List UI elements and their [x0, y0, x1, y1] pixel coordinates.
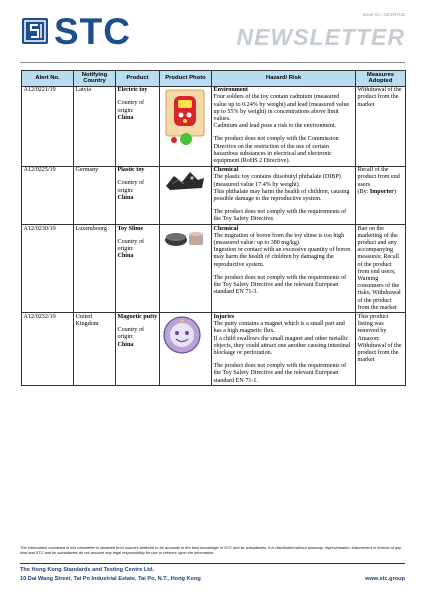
origin-label: Country of origin:	[117, 180, 145, 194]
hazard-description: The plastic toy contains diisobutyl phthalate (DIBP) (measured value 17.4% by weight).	[213, 174, 341, 188]
col-notifying-country: Notifying Country	[74, 71, 116, 87]
origin-country: China	[117, 114, 134, 121]
origin-label: Country of origin:	[117, 100, 145, 114]
issue-number: Issue no.: 04/19/TCB	[362, 12, 405, 17]
hazard-risk: If a child swallows the small magnet and other metallic objects, they could attract one another causing intestinal blockage or perforation.	[213, 335, 351, 356]
alert-no: A12/0221/19	[22, 86, 74, 166]
page-header	[0, 0, 425, 64]
hazard-risk: Ingestion or contact with an excessive quantity of boron may harm the health of children by damaging the reproductive system.	[213, 247, 351, 268]
notifying-country: Luxembourg	[74, 225, 116, 313]
product-photo-cell	[160, 313, 212, 386]
measures-text: Ban on the marketing of the product and any accompanying measures; Recall of the product from end users; Warning consumers of the risks; Withdrawal of the product from the market	[357, 225, 401, 311]
col-hazard-risk: Hazard/ Risk	[212, 71, 356, 87]
product-cell	[116, 86, 160, 166]
hazard-risk: This phthalate may harm the health of children, causing possible damage to the reproductive system.	[213, 188, 350, 202]
table-row	[22, 166, 406, 224]
toy-slime-photo-icon	[162, 227, 210, 252]
product-cell	[116, 313, 160, 386]
brand-name: STC	[54, 11, 131, 52]
table-row	[22, 86, 406, 166]
hazard-description: The putty contains a magnet which is a small part and has a high magnetic flux.	[213, 321, 345, 335]
disclaimer-text: The information contained in this newsletter is obtained from sources believed to be accurate to the best knowledge of STC and its subsidiaries. It is distributed without warranty, representation, inducement or license of any kind and STC and its subsidiaries do not assume any legal responsibility for use or reliance upon the information.	[20, 545, 402, 555]
alert-no: A12/0230/19	[22, 225, 74, 313]
alert-no: A12/0225/19	[22, 166, 74, 224]
company-address: 10 Dai Wang Street, Tai Po Industrial Estate, Tai Po, N.T., Hong Kong	[20, 576, 201, 582]
hazard-compliance: The product does not comply with the requirements of the Toy Safety Directive.	[213, 209, 347, 223]
product-cell	[116, 166, 160, 224]
product-name: Toy Slime	[117, 225, 144, 232]
hazard-title: Chemical	[213, 225, 239, 232]
measures-by: (By: Importer)	[357, 188, 396, 195]
product-photo-cell	[160, 225, 212, 313]
origin-country: China	[117, 253, 134, 260]
alert-no: A12/0232/19	[22, 313, 74, 386]
hazard-description: The migration of boron from the toy slime is too high (measured value: up to 380 mg/kg).	[213, 232, 345, 246]
col-alert-no: Alert No.	[22, 71, 74, 87]
plastic-toy-photo-icon	[162, 168, 210, 197]
origin-country: China	[117, 341, 134, 348]
hazard-compliance: The product does not comply with the requirements of the Toy Safety Directive and the relevant European standard EN 71-1.	[213, 363, 347, 384]
hazard-cell	[212, 166, 356, 224]
website-link[interactable]: www.stc.group	[365, 576, 405, 582]
col-measures-adopted: Measures Adopted	[356, 71, 406, 87]
hazard-compliance: The product does not comply with the Commission Directive on the restriction of the use of certain hazardous substances in electrical and electronic equipment (RoHS 2 Directive).	[213, 136, 339, 164]
stc-logo-icon	[22, 18, 48, 44]
hazard-cell	[212, 225, 356, 313]
notifying-country: United Kingdom	[74, 313, 116, 386]
notifying-country: Latvia	[74, 86, 116, 166]
hazard-cell	[212, 86, 356, 166]
table-row	[22, 225, 406, 313]
product-cell	[116, 225, 160, 313]
table-header-row	[22, 71, 406, 87]
hazard-compliance: The product does not comply with the requirements of the Toy Safety Directive and the relevant European standard EN 71-3.	[213, 274, 347, 296]
newsletter-title: NEWSLETTER	[236, 24, 405, 50]
alerts-table	[21, 70, 406, 386]
notifying-country: Germany	[74, 166, 116, 224]
measures-text: Recall of the product from end users	[357, 167, 400, 188]
hazard-title: Environment	[213, 87, 248, 94]
measures-cell	[356, 86, 406, 166]
product-photo-cell	[160, 166, 212, 224]
header-divider	[20, 62, 405, 63]
electric-toy-photo-icon	[162, 88, 210, 149]
origin-country: China	[117, 194, 134, 201]
magnetic-putty-photo-icon	[162, 315, 210, 358]
measures-text: This product listing was removed by Amazon; Withdrawal of the product from the market	[357, 313, 402, 364]
product-name: Electric toy	[117, 87, 148, 94]
measures-cell	[356, 166, 406, 224]
origin-label: Country of origin:	[117, 238, 145, 252]
hazard-cell	[212, 313, 356, 386]
hazard-risk: Cadmium and lead pose a risk to the environment.	[213, 123, 337, 130]
hazard-title: Injuries	[213, 313, 235, 320]
origin-label: Country of origin:	[117, 327, 145, 341]
company-name: The Hong Kong Standards and Testing Centre Ltd.	[20, 567, 155, 573]
hazard-title: Chemical	[213, 167, 239, 174]
col-product-photo: Product Photo	[160, 71, 212, 87]
table-row	[22, 313, 406, 386]
measures-cell	[356, 313, 406, 386]
product-name: Magnetic putty	[117, 313, 158, 320]
product-photo-cell	[160, 86, 212, 166]
col-product: Product	[116, 71, 160, 87]
hazard-description: Four solders of the toy contain cadmium (measured value up to 0.24% by weight) and lead (measured value up to 55% by weight) in concentrations above limit values.	[213, 94, 350, 122]
measures-text: Withdrawal of the product from the market	[357, 87, 402, 108]
product-name: Plastic toy	[117, 167, 145, 174]
footer-divider	[20, 563, 405, 564]
measures-cell	[356, 225, 406, 313]
